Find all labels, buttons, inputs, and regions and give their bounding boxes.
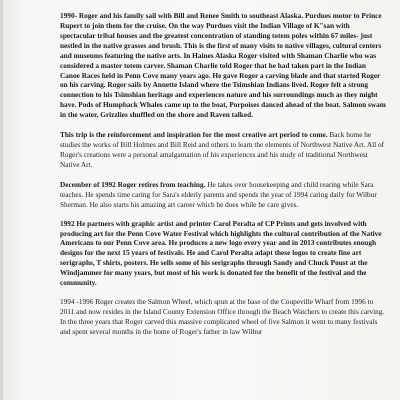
retirement-bold: December of 1992 Roger retires from teaching. — [60, 179, 206, 189]
paragraph-1992-retirement — [60, 180, 386, 210]
paragraph-1990-alaska-trip: 1990- Roger and his family sail with Bill and Renee Smith to southeast Alaska. Purdues motor to Prince Rupert to join them for the cruise. On the way Purdues visit the Indian Village of K"san with spectacular tribal houses and the greatest concentration of standing totem poles within 67 miles- just nestled in the native grasses and brush. This is the first of many visits to native villages, cultural centers and museums featuring the native arts. In Haines Alaska Roger visited with Shaman Charlie who was considered a master totem carver. Shaman Charlie told Roger that he had taken part in the Indian Canoe Races held in Penn Cove many years ago. He gave Roger a carving blade and that started Roger on his carving. Roger sails by Annette Island where the Tsimshian Indians lived. Roger felt a strong connection to his Tsimshian heritage and experiences nature and his surroundings much as they might have. Pods of Humpback Whales came up to the boat, Porpoises danced ahead of the boat. Salmon swam in the water, Grizzlies shuffled on the shore and Raven talked. — [60, 11, 386, 120]
retirement-normal: He takes over housekeeping and child rearing while Sara teaches. He spends time caring for Sara's elderly parents and spends the year of 1994 caring daily for Wilbur Sherman. He also starts his amazing art career which he does while he care gives. — [60, 179, 377, 209]
trip-inspiration-normal: Back home he studies the works of Bill Holmes and Bill Reid and others to learn the elements of Northwest Native Art. All of Roger's creations were a personal amalgamation of his experiences and his study of traditional Northwest Native Art. — [60, 130, 385, 169]
paragraph-1994-salmon-wheel: 1994 -1996 Roger creates the Salmon Wheel, which spun at the base of the Coupeville Wharf from 1996 to 2011 and now resides in the Island County Extension Office through the Beach Watchers to create this carving. In the three years that Roger carved this massive complicated wheel of five Salmon it went to many festivals and spent several months in the home of Roger's father in law Wilbur — [60, 297, 385, 336]
trip-inspiration-bold: This trip is the reinforcement and inspiration for the most creative art period to come. — [60, 130, 328, 140]
paragraph-1992-penn-cove-festival: 1992 He partners with graphic artist and printer Carol Peralta of CP Prints and gets involved with producing art for the Penn Cove Water Festival which highlights the cultural contribution of the Native Americans to our Penn Cove area. He produces a new logo every year and in 2013 contributes enough designs for the next 15 years of festivals. He and Carol Peralta adapt these logos to create fine art serigraphs, T shirts, posters. He sells some of his serigraphs through Sandy and Chuck Poust at the Windjammer for many years, but most of his work is donated for the benefit of the festival and the community. — [60, 218, 382, 288]
paragraph-trip-inspiration — [60, 130, 386, 170]
